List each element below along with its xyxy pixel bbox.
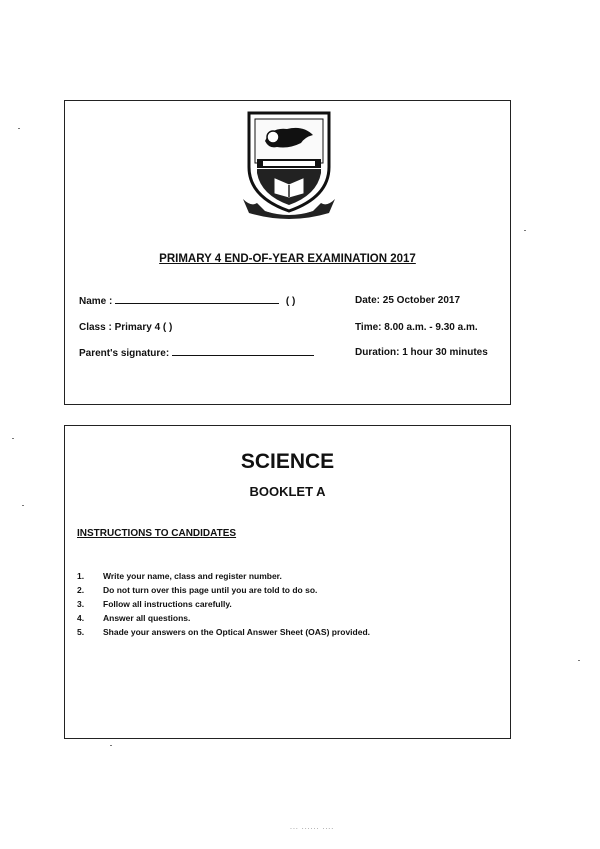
instruction-item: 2. Do not turn over this page until you are told to do so. [77, 585, 318, 595]
exam-header-box [64, 100, 511, 405]
school-crest-icon [243, 107, 335, 219]
page-footer: ... ...... .... [290, 824, 335, 831]
parent-signature-line [172, 347, 314, 356]
instruction-item: 5. Shade your answers on the Optical Answer Sheet (OAS) provided. [77, 627, 371, 637]
scan-speck [110, 745, 112, 746]
instruction-item: 4. Answer all questions. [77, 613, 191, 623]
cover-box [64, 425, 511, 739]
instructions-heading: INSTRUCTIONS TO CANDIDATES [77, 528, 237, 539]
time-text: Time: 8.00 a.m. - 9.30 a.m. [355, 322, 478, 333]
scan-speck [524, 230, 526, 231]
date-text: Date: 25 October 2017 [355, 295, 461, 306]
subject-title: SCIENCE [240, 450, 335, 473]
exam-title: PRIMARY 4 END-OF-YEAR EXAMINATION 2017 [159, 253, 416, 265]
name-parenthesis: ( ) [285, 296, 296, 307]
duration-text: Duration: 1 hour 30 minutes [355, 347, 488, 358]
name-line [115, 295, 279, 304]
scan-speck [578, 660, 580, 661]
name-label: Name : [79, 296, 113, 307]
name-field [79, 295, 295, 307]
parent-signature-label: Parent's signature: [79, 348, 170, 359]
class-field: Class : Primary 4 ( ) [79, 322, 173, 333]
instruction-item: 1. Write your name, class and register number. [77, 571, 282, 581]
scan-speck [22, 505, 24, 506]
parent-signature-field [79, 347, 314, 359]
instructions-list [77, 569, 370, 639]
scan-speck [12, 438, 14, 439]
scan-speck [18, 128, 20, 129]
instruction-item: 3. Follow all instructions carefully. [77, 599, 232, 609]
booklet-title: BOOKLET A [249, 484, 326, 499]
